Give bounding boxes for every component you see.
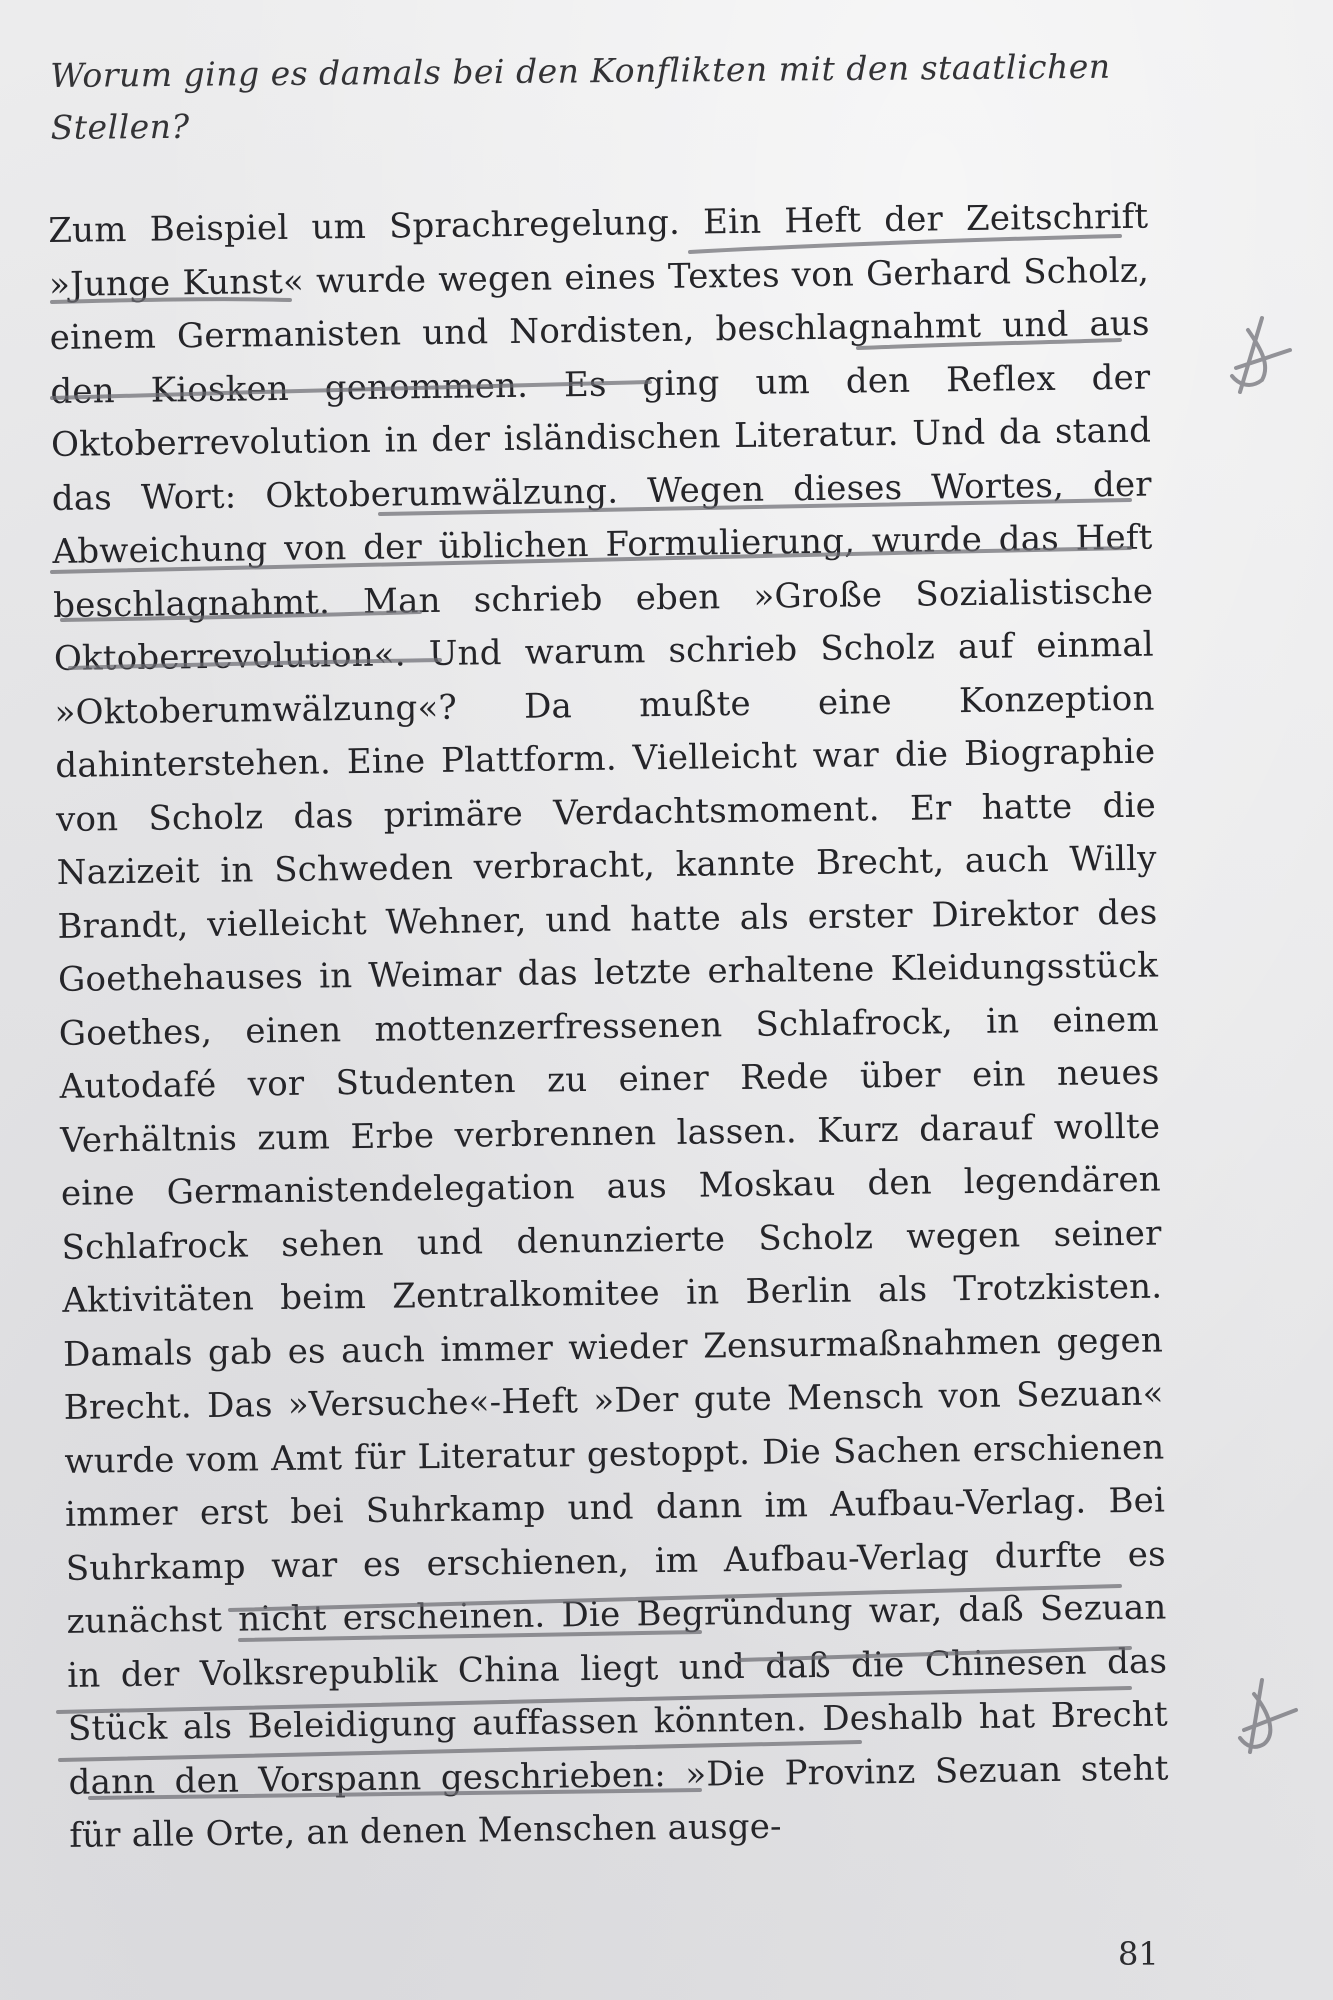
interview-question: Worum ging es damals bei den Konflikten mit den staatlichen Stellen? xyxy=(50,46,1111,147)
pencil-cross-icon xyxy=(1232,318,1290,392)
page-number: 81 xyxy=(1118,1935,1159,1973)
answer-paragraph: Zum Beispiel um Sprachregelung. Ein Heft der Zeitschrift »Junge Kunst« wurde wegen eines Textes von Gerhard Scholz, einem Germanisten und Nordisten, beschlagnahmt und aus den Kiosken genommen. Es ging um den Reflex der Oktoberrevolution in der isländischen Literatur. Und da stand das Wort: Oktoberumwälzung. Wegen dieses Wortes, der Abweichung von der üblichen Formulierung, wurde das Heft beschlagnahmt. Man schrieb eben »Große Sozialistische Oktoberrevolution«. Und warum schrieb Scholz auf einmal »Oktoberumwälzung«? Da mußte eine Konzeption dahinterstehen. Eine Plattform. Vielleicht war die Biographie von Scholz das primäre Verdachtsmoment. Er hatte die Nazizeit in Schweden verbracht, kannte Brecht, auch Willy Brandt, vielleicht Wehner, und hatte als erster Direktor des Goethehauses in Weimar das letzte erhaltene Kleidungsstück Goethes, einen mottenzerfressenen Schlafrock, in einem Autodafé vor Studenten zu einer Rede über ein neues Verhältnis zum Erbe verbrennen lassen. Kurz darauf wollte eine Germanistendelegation aus Moskau den legendären Schlafrock sehen und denunzierte Scholz wegen seiner Aktivitäten beim Zentralkomitee in Berlin als Trotzkisten. Damals gab es auch immer wieder Zensurmaßnahmen gegen Brecht. Das »Versuche«-Heft »Der gute Mensch von Sezuan« wurde vom Amt für Literatur gestoppt. Die Sachen erschienen immer erst bei Suhrkamp und dann im Aufbau-Verlag. Bei Suhrkamp war es erschienen, im Aufbau-Verlag durfte es zunächst nicht erscheinen. Die Begründung war, daß Sezuan in der Volksrepublik China liegt und daß die Chinesen das Stück als Beleidigung auffassen könnten. Deshalb hat Brecht dann den Vorspann geschrieben: »Die Provinz Sezuan steht für alle Orte, an denen Menschen ausge- xyxy=(48,196,1169,1856)
pencil-cross-icon xyxy=(1240,1680,1296,1752)
